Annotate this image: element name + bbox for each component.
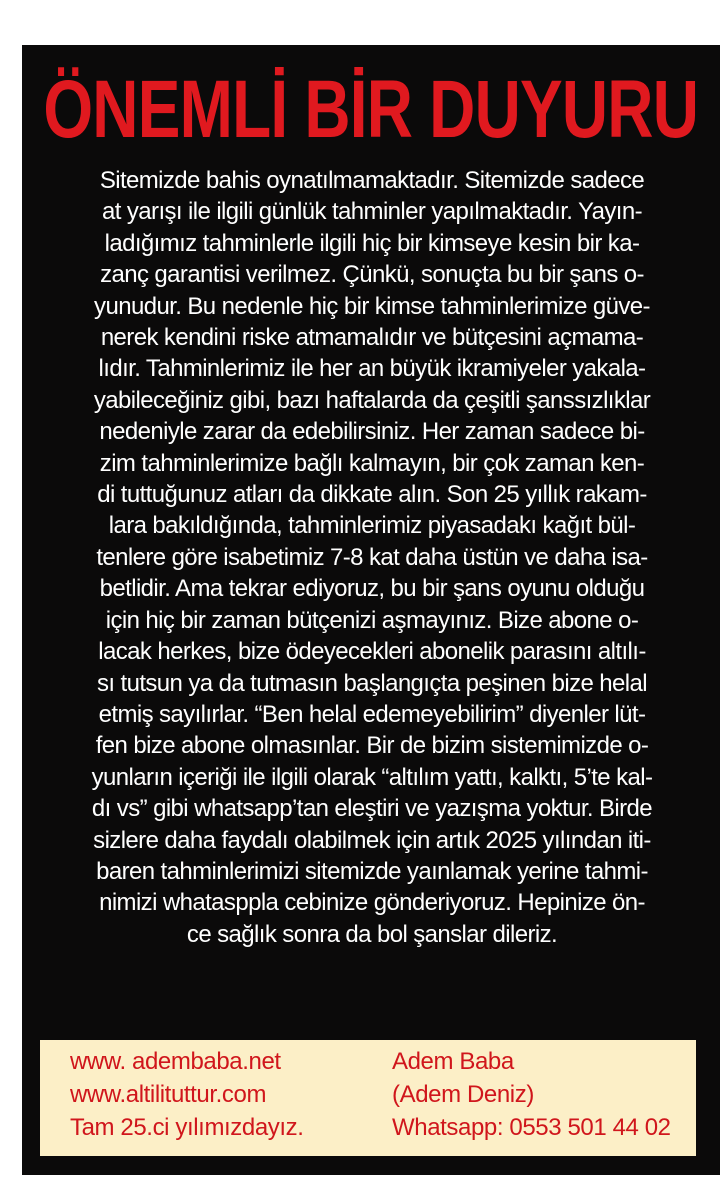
body-line: baren tahminlerimizi sitemizde yaınlamak yerine tahmi- — [96, 857, 648, 885]
body-line: at yarışı ile ilgili günlük tahminler yapılmaktadır. Yayın- — [102, 198, 642, 226]
body-line: fen bize abone olmasınlar. Bir de bizim sistemimizde o- — [95, 732, 649, 760]
body-line: lara bakıldığında, tahminlerimiz piyasadakı kağıt bül- — [108, 512, 636, 540]
body-line: için hiç bir zaman bütçenizi aşmayınız. Bize abone o- — [105, 606, 639, 634]
body-line: zanç garantisi verilmez. Çünkü, sonuçta bu bir şans o- — [100, 261, 644, 289]
body-line: nimizi whatasppla cebinize gönderiyoruz. Hepinize ön- — [99, 889, 645, 917]
body-line: sizlere daha faydalı olabilmek için artık 2025 yılından iti- — [93, 826, 651, 854]
body-line: di tuttuğunuz atları da dikkate alın. Son 25 yıllık rakam- — [97, 481, 647, 509]
headline — [22, 55, 720, 165]
body-line: nerek kendini riske atmamalıdır ve bütçesini açmama- — [100, 324, 644, 352]
website-link-adembaba[interactable]: www. adembaba.net — [70, 1048, 281, 1075]
body-line: betlidir. Ama tekrar ediyoruz, bu bir şans oyunu olduğu — [99, 575, 645, 603]
announcement-panel — [22, 45, 720, 1175]
contact-footer — [40, 1040, 696, 1156]
body-line: dı vs” gibi whatsapp’tan eleştiri ve yazışma yoktur. Birde — [91, 795, 653, 823]
anniversary-note: Tam 25.ci yılımızdayız. — [70, 1114, 304, 1141]
body-line: yunların içeriği ile ilgili olarak “altılım yattı, kalktı, 5’te kal- — [91, 763, 653, 791]
body-line: lıdır. Tahminlerimiz ile her an büyük ikramiyeler yakala- — [98, 355, 646, 383]
body-line: nedeniyle zarar da edebilirsiniz. Her zaman sadece bi- — [99, 418, 645, 446]
website-link-altilituttur[interactable]: www.altilituttur.com — [70, 1081, 267, 1108]
body-line: yunudur. Bu nedenle hiç bir kimse tahminlerimize güve- — [94, 292, 650, 320]
footer-contact-info — [392, 1045, 671, 1144]
body-line: zim tahminlerimize bağlı kalmayın, bir çok zaman ken- — [99, 449, 645, 477]
contact-name: Adem Baba — [392, 1048, 514, 1075]
headline-text: ÖNEMLİ BİR DUYURU — [43, 64, 699, 155]
body-line: lacak herkes, bize ödeyecekleri abonelik parasını altılı- — [98, 638, 646, 666]
footer-web-links — [70, 1045, 304, 1144]
contact-full-name: (Adem Deniz) — [392, 1081, 534, 1108]
body-line: tenlere göre isabetimiz 7-8 kat daha üstün ve daha isa- — [96, 543, 648, 571]
body-line: sı tutsun ya da tutmasın başlangıçta peşinen bize helal — [96, 669, 648, 697]
body-line: yabileceğiniz gibi, bazı haftalarda da çeşitli şanssızlıklar — [93, 386, 651, 414]
body-line: Sitemizde bahis oynatılmamaktadır. Sitemizde sadece — [99, 167, 645, 194]
announcement-body — [60, 165, 684, 950]
body-line: ladığımız tahminlerle ilgili hiç bir kimseye kesin bir ka- — [104, 229, 640, 257]
body-line: ce sağlık sonra da bol şanslar dileriz. — [186, 920, 558, 948]
whatsapp-number[interactable]: Whatsapp: 0553 501 44 02 — [392, 1114, 671, 1141]
body-line: etmiş sayılırlar. “Ben helal edemeyebilirim” diyenler lüt- — [98, 700, 646, 728]
